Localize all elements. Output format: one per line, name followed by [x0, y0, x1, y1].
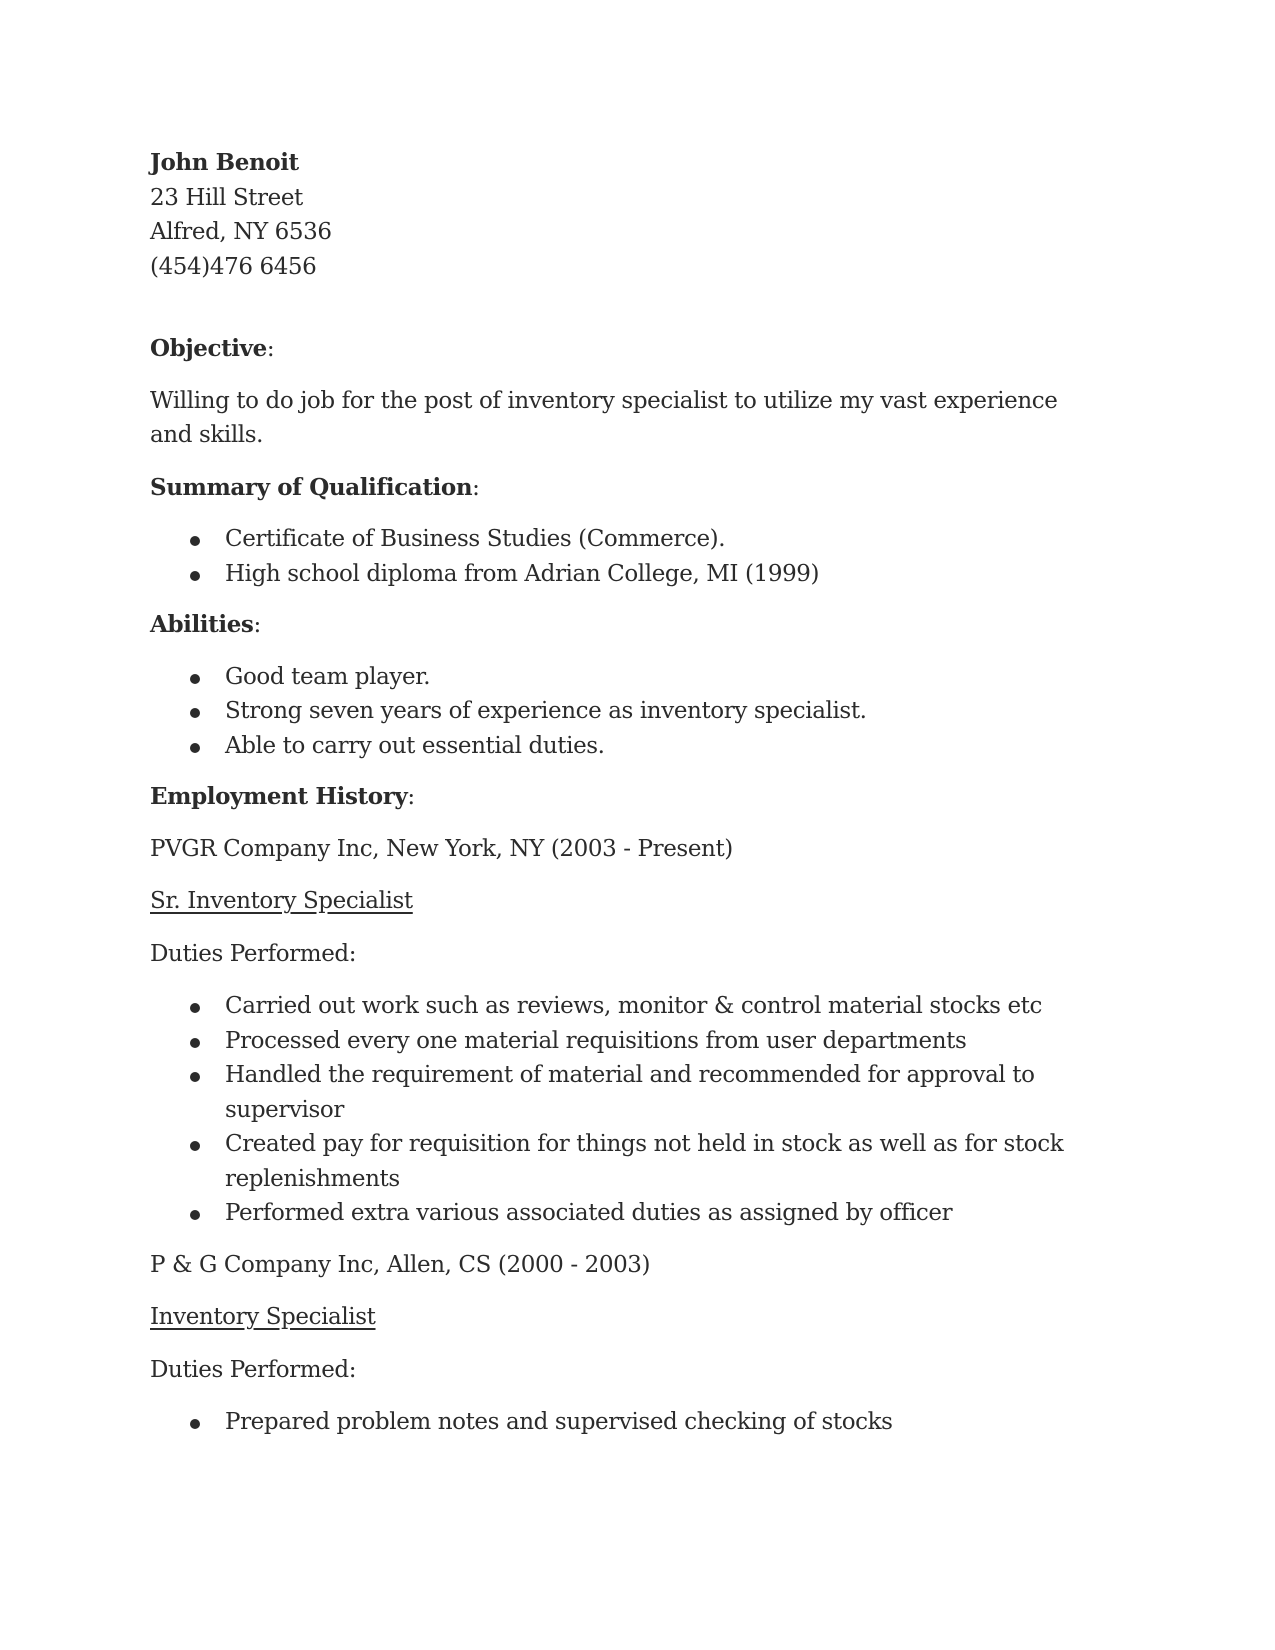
heading-colon: : [266, 336, 275, 362]
bullet-icon [190, 1141, 200, 1151]
bullet-icon [190, 1072, 200, 1082]
job-entry-1 [150, 832, 1100, 1231]
bullet-icon [190, 1003, 200, 1013]
bullet-icon [190, 708, 200, 718]
bullet-icon [190, 1038, 200, 1048]
qualifications-heading-text: Summary of Qualification [150, 473, 473, 501]
list-item-text: Performed extra various associated duties as assigned by officer [225, 1200, 953, 1226]
list-item [150, 729, 1100, 764]
objective-heading-text: Objective [150, 335, 267, 362]
bullet-icon [190, 743, 200, 753]
job-company: P & G Company Inc, Allen, CS (2000 - 2003) [150, 1251, 651, 1278]
bullet-icon [190, 1419, 200, 1429]
abilities-list [150, 660, 1100, 764]
list-item [150, 660, 1100, 695]
qualifications-list [150, 522, 1100, 591]
list-item [150, 989, 1100, 1024]
spacer [150, 284, 1100, 332]
list-item-text: Created pay for requisition for things not held in stock as well as for stock replenishments [225, 1131, 1064, 1192]
job-company: PVGR Company Inc, New York, NY (2003 - Present) [150, 835, 733, 862]
heading-colon: : [253, 612, 261, 638]
job-entry-2 [150, 1248, 1100, 1440]
list-item [150, 1058, 1100, 1127]
list-item-text: Processed every one material requisitions from user departments [225, 1027, 967, 1054]
list-item-text: Good team player. [225, 663, 431, 690]
contact-name: John Benoit [150, 149, 299, 176]
heading-colon: : [472, 474, 480, 501]
list-item [150, 557, 1100, 592]
list-item [150, 1196, 1100, 1231]
abilities-heading-text: Abilities [150, 611, 254, 638]
job-title: Sr. Inventory Specialist [150, 888, 413, 914]
list-item-text: High school diploma from Adrian College, MI (1999) [225, 560, 820, 587]
qualifications-heading [150, 471, 1100, 506]
duties-list [150, 989, 1100, 1231]
list-item-text: Prepared problem notes and supervised checking of stocks [225, 1409, 893, 1435]
abilities-heading [150, 608, 1100, 643]
list-item-text: Handled the requirement of material and recommended for approval to supervisor [225, 1062, 1035, 1123]
duties-label: Duties Performed: [150, 1356, 357, 1383]
duties-label: Duties Performed: [150, 940, 357, 967]
duties-list [150, 1405, 1100, 1440]
bullet-icon [190, 536, 200, 546]
contact-phone: (454)476 6456 [150, 253, 317, 280]
bullet-icon [190, 571, 200, 581]
list-item-text: Certificate of Business Studies (Commerce). [225, 526, 726, 552]
employment-heading-text: Employment History [150, 783, 408, 810]
list-item [150, 522, 1100, 557]
objective-text: Willing to do job for the post of inventory specialist to utilize my vast experience and skills. [150, 387, 1058, 448]
heading-colon: : [407, 784, 415, 810]
bullet-icon [190, 674, 200, 684]
contact-block [150, 146, 1100, 284]
resume-content [150, 146, 1100, 1457]
list-item-text: Able to carry out essential duties. [225, 732, 605, 759]
list-item [150, 1024, 1100, 1059]
employment-heading [150, 780, 1100, 815]
list-item-text: Carried out work such as reviews, monitor & control material stocks etc [225, 993, 1042, 1019]
list-item [150, 1127, 1100, 1196]
list-item-text: Strong seven years of experience as inventory specialist. [225, 698, 867, 724]
contact-city: Alfred, NY 6536 [150, 219, 332, 245]
contact-street: 23 Hill Street [150, 184, 303, 211]
list-item [150, 1405, 1100, 1440]
list-item [150, 694, 1100, 729]
objective-heading [150, 332, 1100, 367]
job-title: Inventory Specialist [150, 1304, 376, 1330]
bullet-icon [190, 1210, 200, 1220]
